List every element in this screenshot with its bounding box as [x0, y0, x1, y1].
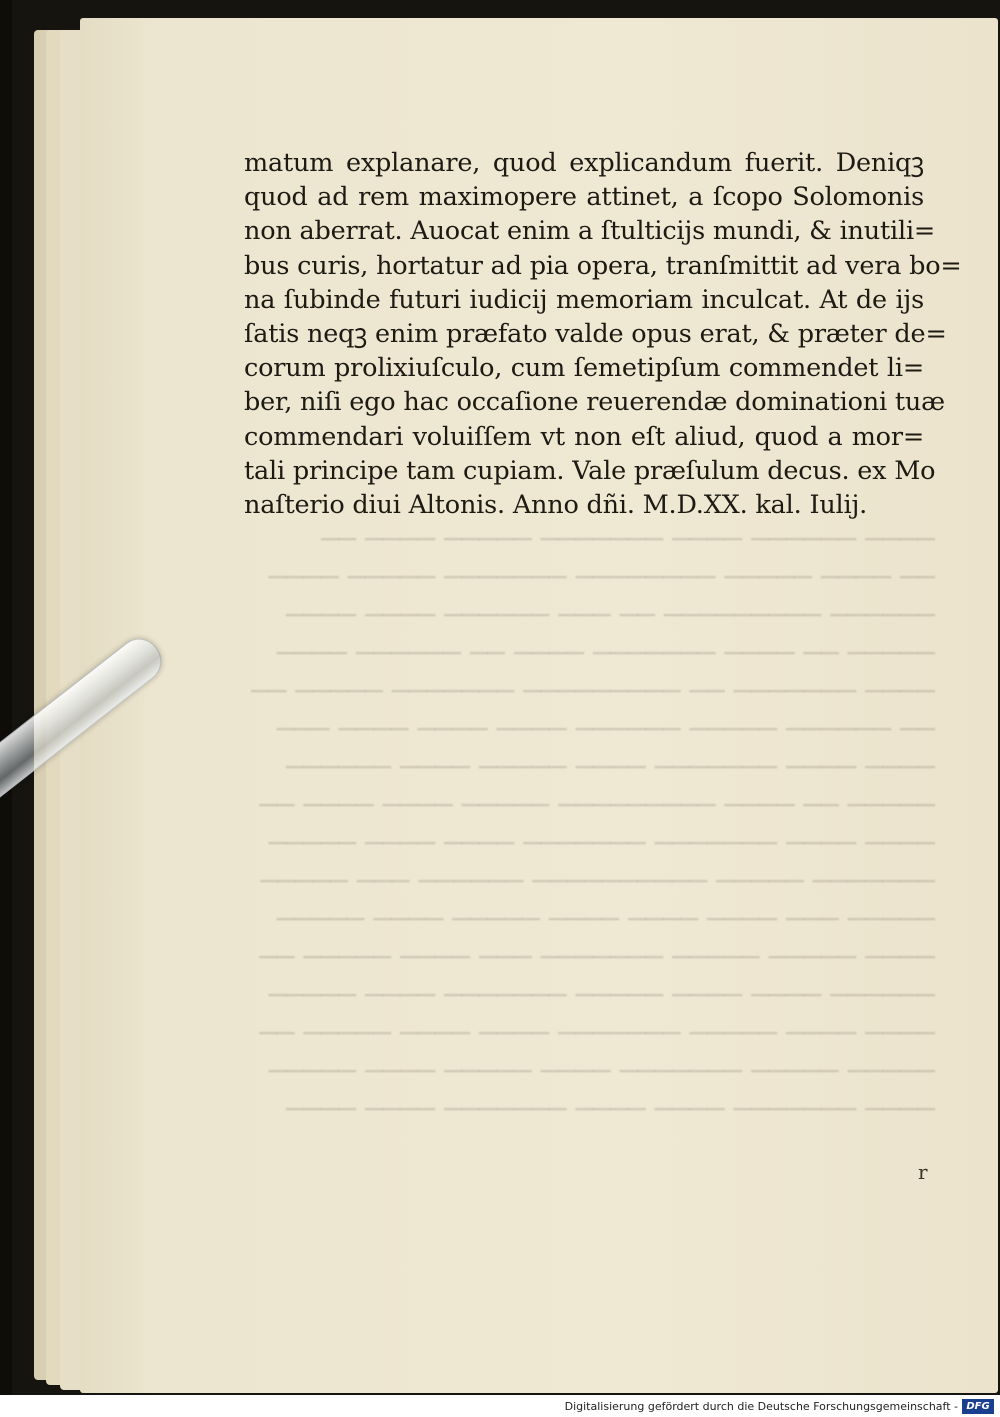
text-line: ber, niſi ego hac occaſione reuerendæ dominationi tuæ — [244, 387, 945, 418]
text-line: corum prolixiuſculo, cum ſemetipſum commendet li= — [244, 353, 924, 384]
digitization-credit: Digitalisierung gefördert durch die Deutsche Forschungsgemeinschaft - — [564, 1400, 958, 1413]
catchword: r — [918, 1160, 928, 1184]
text-line: na ſubinde futuri iudicij memoriam inculcat. At de ijs — [244, 284, 924, 315]
text-line: non aberrat. Auocat enim a ſtulticijs mundi, & inutili= — [244, 216, 936, 247]
text-line: bus curis, hortatur ad pia opera, tranſmittit ad vera bo= — [244, 250, 962, 281]
text-line: naſterio diui Altonis. Anno dñi. M.D.XX. kal. Iulij. — [244, 489, 868, 520]
scanner-border — [0, 0, 12, 1405]
text-line: tali principe tam cupiam. Vale præſulum decus. ex Mo — [244, 455, 936, 486]
show-through-text: ──── ────── ──── ─────── ───── ──── ── ── ──── ───── ──────── ─────── ───── ──── ────── ───────── ── ─── ────── ──── ──── ───── ── ──── ─────── ──── ── ────── ──── ──── ─────── ── ───────── ─────── ───── ── ── ────── ───── ────── ──── ──── ──── ─── ──── ──── ─────── ──── ───── ──── ────── ───── ── ──── ───────── ───── ──── ──── ── ──── ──── ─────── ─────── ──── ──── ───── ─────── ───── ────────── ────── ─── ───── ───── ─── ──── ──── ──── ───── ──── ───── ──── ───── ───── ─────── ─── ──── ───── ── ────── ──── ──── ───── ─────── ──── ───── ──── ──── ───── ─────── ──── ──── ───── ── ───── ───── ─────── ──── ───── ──── ───── ──── ─────── ──── ──── ─────── ──── ──── — [251, 522, 935, 1126]
text-line: matum explanare, quod explicandum fuerit. Deniqꝫ — [244, 148, 924, 178]
footer-bar — [0, 1395, 1000, 1417]
text-line: ſatis neqꝫ enim præfato valde opus erat, & præter de= — [244, 318, 947, 349]
page-text — [244, 146, 962, 522]
text-line: quod ad rem maximopere attinet, a ſcopo Solomonis — [244, 182, 924, 213]
text-line: commendari voluiſſem vt non eſt aliud, quod a mor= — [244, 421, 924, 452]
dfg-logo-icon: DFG — [962, 1399, 994, 1414]
